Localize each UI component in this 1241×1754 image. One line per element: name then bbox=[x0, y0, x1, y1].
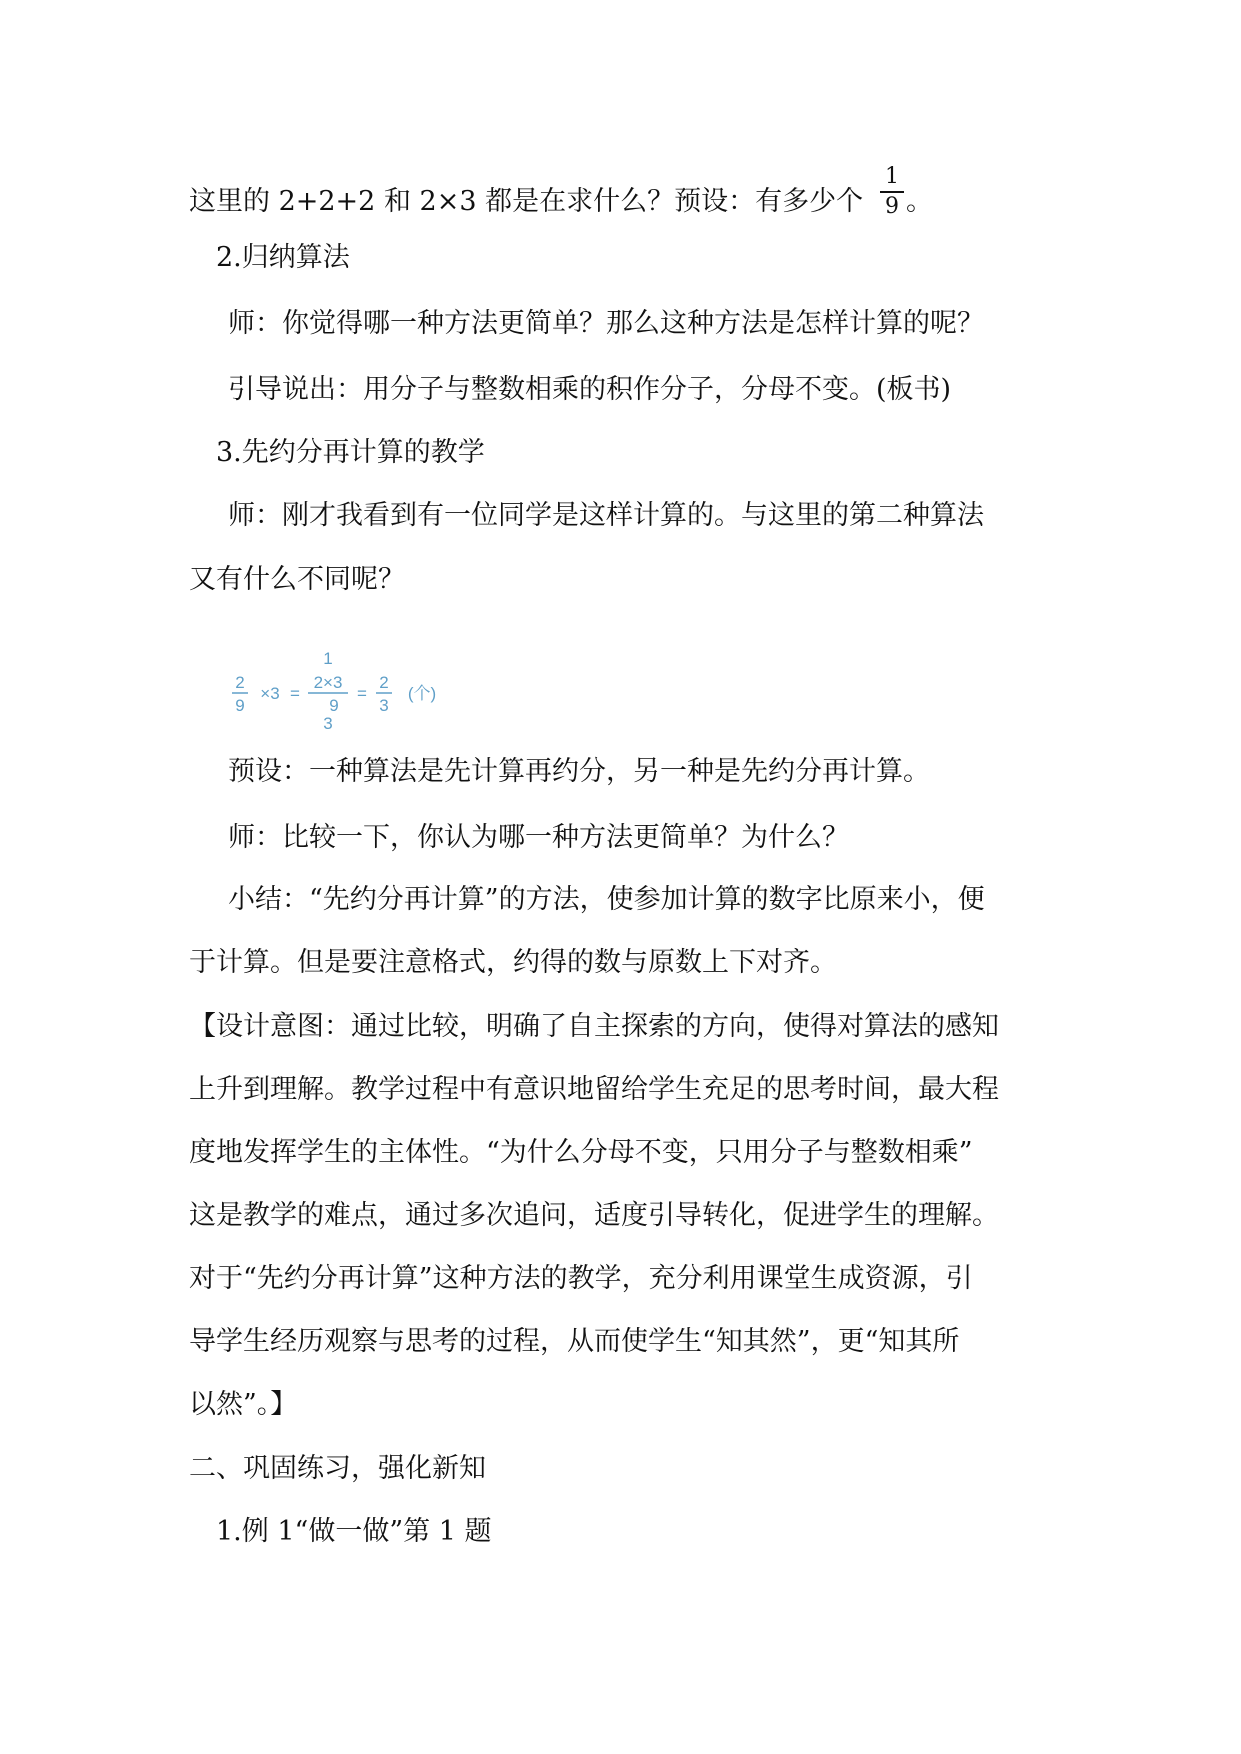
section-heading: 1.例 1“做一做”第 1 题 bbox=[216, 1516, 492, 1547]
design-intent-line: 这是教学的难点，通过多次追问，适度引导转化，促进学生的理解。 bbox=[189, 1200, 999, 1231]
design-intent-line: 上升到理解。教学过程中有意识地留给学生充足的思考时间，最大程 bbox=[189, 1074, 999, 1105]
formula-middle-numerator: 2×3 bbox=[313, 673, 343, 692]
paragraph-line: 引导说出：用分子与整数相乘的积作分子，分母不变。(板书) bbox=[228, 374, 952, 405]
paragraph-line: 于计算。但是要注意格式，约得的数与原数上下对齐。 bbox=[189, 947, 837, 978]
fraction-bar bbox=[880, 191, 904, 193]
formula-result-denominator: 3 bbox=[379, 696, 389, 715]
fraction-denominator: 9 bbox=[885, 193, 899, 219]
paragraph-line bbox=[189, 182, 863, 222]
period: 。 bbox=[906, 186, 933, 217]
formula-reduced-bottom: 3 bbox=[323, 714, 333, 732]
paragraph-line: 师：你觉得哪一种方法更简单？那么这种方法是怎样计算的呢？ bbox=[228, 308, 984, 339]
question-text: 这里的 2+2+2 和 2×3 都是在求什么？预设：有多少个 bbox=[189, 186, 864, 217]
formula-reduced-top: 1 bbox=[323, 649, 333, 668]
fraction-one-ninth bbox=[880, 164, 904, 220]
formula-equals-2: = bbox=[357, 684, 367, 703]
fraction-numerator: 1 bbox=[885, 164, 899, 189]
formula-fraction-1-denominator: 9 bbox=[235, 696, 245, 715]
formula-fraction-1-numerator: 2 bbox=[235, 673, 245, 692]
paragraph-line: 预设：一种算法是先计算再约分，另一种是先约分再计算。 bbox=[228, 756, 930, 787]
section-heading: 二、巩固练习，强化新知 bbox=[189, 1453, 486, 1484]
section-heading: 2.归纳算法 bbox=[216, 242, 350, 273]
paragraph-line: 师：比较一下，你认为哪一种方法更简单？为什么？ bbox=[228, 822, 849, 853]
formula-result-numerator: 2 bbox=[379, 673, 389, 692]
design-intent-line: 【设计意图：通过比较，明确了自主探索的方向，使得对算法的感知 bbox=[189, 1011, 999, 1042]
calculation-formula bbox=[228, 648, 448, 732]
formula-unit: (个) bbox=[407, 684, 437, 703]
design-intent-line: 对于“先约分再计算”这种方法的教学，充分利用课堂生成资源，引 bbox=[189, 1263, 973, 1294]
formula-middle-denominator: 9 bbox=[329, 696, 339, 715]
design-intent-line: 以然”。】 bbox=[189, 1389, 298, 1420]
section-heading: 3.先约分再计算的教学 bbox=[216, 437, 485, 468]
paragraph-line: 又有什么不同呢？ bbox=[189, 564, 405, 595]
paragraph-line: 小结：“先约分再计算”的方法，使参加计算的数字比原来小，便 bbox=[228, 884, 985, 915]
paragraph-line: 师：刚才我看到有一位同学是这样计算的。与这里的第二种算法 bbox=[228, 500, 984, 531]
formula-times-three: ×3 bbox=[260, 684, 280, 703]
design-intent-line: 导学生经历观察与思考的过程，从而使学生“知其然”，更“知其所 bbox=[189, 1326, 960, 1357]
formula-equals-1: = bbox=[290, 684, 300, 703]
design-intent-line: 度地发挥学生的主体性。“为什么分母不变，只用分子与整数相乘” bbox=[189, 1137, 973, 1168]
